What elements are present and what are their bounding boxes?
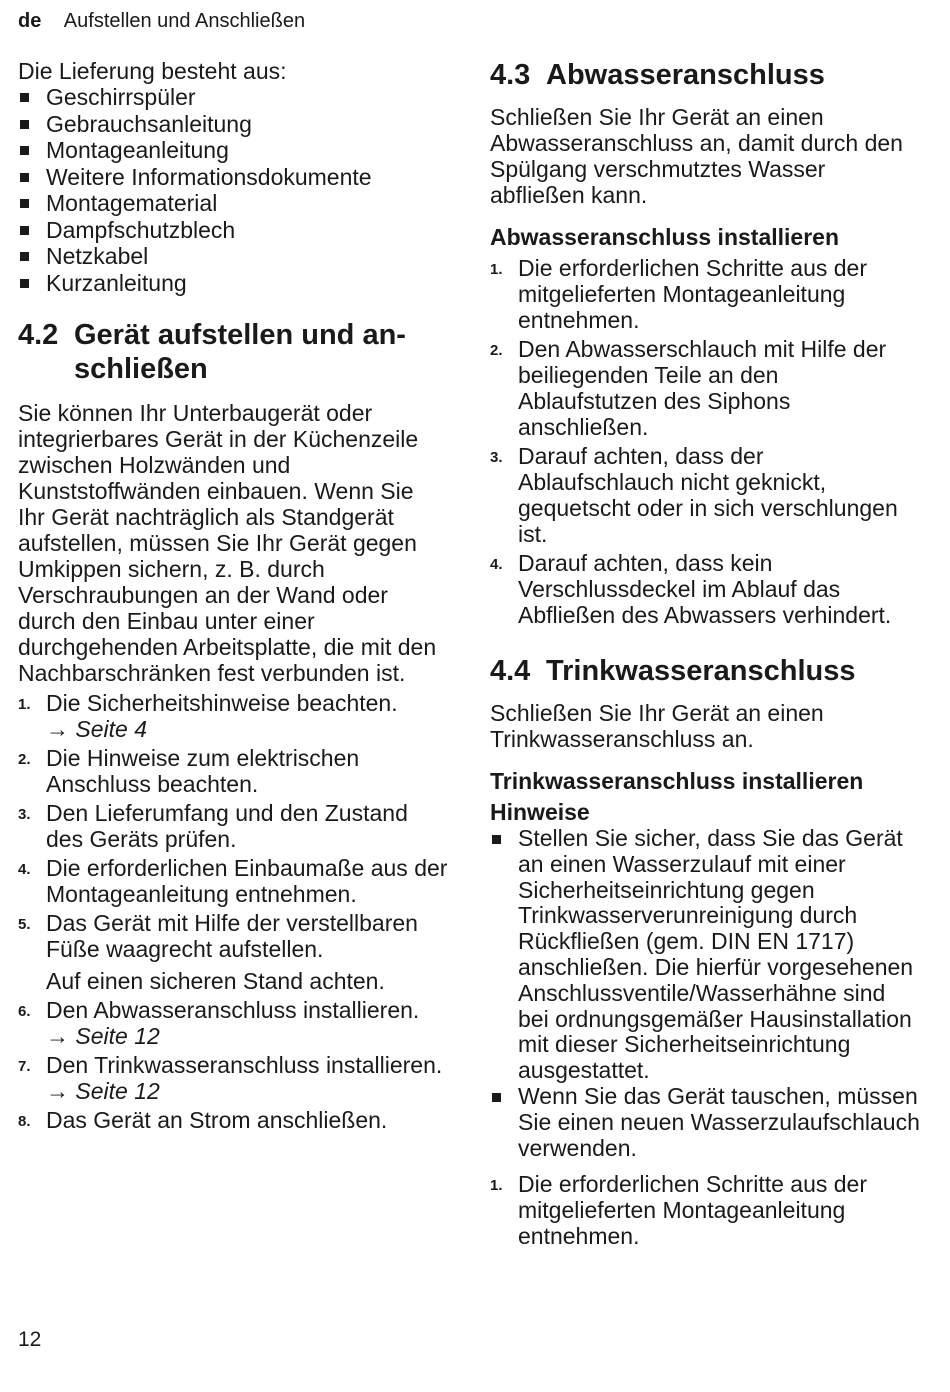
step-item	[18, 855, 448, 907]
step-text: Den Abwasserschlauch mit Hilfe der beiliegenden Teile an den Ablaufstutzen des Siphons anschließen.	[518, 336, 887, 440]
delivery-list	[18, 84, 448, 296]
step-item	[18, 690, 448, 742]
step-number: 1.	[490, 261, 503, 278]
step-text: Den Abwasseranschluss installieren.	[46, 997, 420, 1023]
step-number: 6.	[18, 1003, 31, 1020]
list-item: Dampfschutzblech	[18, 217, 448, 244]
page-header	[18, 8, 305, 34]
drain-subheading: Abwasseranschluss installieren	[490, 224, 839, 250]
section-title: Abwasseranschluss	[546, 59, 825, 91]
drain-paragraph: Schließen Sie Ihr Gerät an einen Abwasseranschluss an, damit durch den Spülgang verschmutztes Wasser abfließen kann.	[490, 104, 903, 208]
step-number: 3.	[18, 806, 31, 823]
section-heading-4-3	[490, 58, 920, 92]
right-column	[490, 58, 920, 1249]
step-text: Den Trinkwasseranschluss installieren.	[46, 1052, 443, 1078]
step-item	[490, 443, 920, 547]
list-item: Weitere Informationsdokumente	[18, 164, 448, 191]
step-number: 1.	[490, 1177, 503, 1195]
left-column	[18, 58, 448, 1133]
step-number: 2.	[490, 342, 503, 359]
step-number: 4.	[490, 556, 503, 573]
language-code: de	[18, 10, 42, 32]
section-number: 4.3	[490, 59, 531, 91]
section-heading-4-4	[490, 654, 920, 688]
step-item	[18, 1107, 448, 1133]
install-steps-cont	[18, 997, 448, 1133]
list-item: Netzkabel	[18, 243, 448, 270]
step-text: Das Gerät an Strom anschließen.	[46, 1107, 388, 1133]
arrow-icon: →	[46, 716, 69, 742]
step-item	[490, 1171, 920, 1249]
list-item: Wenn Sie das Gerät tauschen, müssen Sie einen neuen Wasserzulaufschlauch verwenden.	[490, 1084, 920, 1161]
step-number: 2.	[18, 751, 31, 768]
arrow-icon: →	[46, 1023, 69, 1049]
section-heading-4-2	[18, 318, 448, 386]
step-sub-note: Auf einen sicheren Stand achten.	[46, 968, 385, 994]
water-paragraph: Schließen Sie Ihr Gerät an einen Trinkwasseranschluss an.	[490, 700, 824, 752]
drain-steps	[490, 255, 920, 628]
page-link[interactable]: Seite 4	[75, 716, 147, 742]
step-number: 1.	[18, 696, 31, 713]
step-number: 8.	[18, 1113, 31, 1130]
list-item: Montageanleitung	[18, 137, 448, 164]
section-title-line2: schließen	[74, 353, 208, 385]
list-item: Geschirrspüler	[18, 84, 448, 111]
step-item	[490, 550, 920, 628]
step-item	[18, 1052, 448, 1104]
step-number: 4.	[18, 861, 31, 878]
step-number: 7.	[18, 1058, 31, 1075]
water-steps	[490, 1171, 920, 1249]
list-item: Stellen Sie sicher, dass Sie das Gerät an einen Wasserzulauf mit einer Sicherheitseinrichtung gegen Trinkwasserverunreinigung durch Rückfließen (gem. DIN EN 1717) anschließen. Die hierfür vorgesehenen Anschlussventile/Wasserhähne sind bei ordnungsgemäßer Hausinstallation mit dieser Sicherheitseinrichtung ausgestattet.	[490, 826, 920, 1084]
step-text: Die erforderlichen Schritte aus der mitgelieferten Montageanleitung entnehmen.	[518, 255, 867, 333]
chapter-title: Aufstellen und Anschließen	[63, 10, 306, 32]
step-text: Die erforderlichen Einbaumaße aus der Montageanleitung entnehmen.	[46, 855, 448, 907]
install-paragraph: Sie können Ihr Unterbaugerät oder integrierbares Gerät in der Küchenzeile zwischen Holzwänden und Kunststoffwänden einbauen. Wenn Sie Ihr Gerät nachträglich als Standgerät aufstellen, müssen Sie Ihr Gerät gegen Umkippen sichern, z. B. durch Verschraubungen an der Wand oder durch den Einbau unter einer durchgehenden Arbeitsplatte, die mit den Nachbarschränken fest verbunden ist.	[18, 400, 437, 686]
water-subheading: Trinkwasseranschluss installieren	[490, 768, 864, 794]
step-number: 3.	[490, 449, 503, 466]
step-text: Die Hinweise zum elektrischen Anschluss beachten.	[46, 745, 360, 797]
step-item	[18, 800, 448, 852]
delivery-intro: Die Lieferung besteht aus:	[18, 58, 287, 84]
step-number: 5.	[18, 916, 31, 933]
step-text: Die Sicherheitshinweise beachten.	[46, 690, 398, 716]
list-item: Montagematerial	[18, 190, 448, 217]
step-item	[490, 336, 920, 440]
step-text: Das Gerät mit Hilfe der verstellbaren Füße waagrecht aufstellen.	[46, 910, 418, 962]
step-item	[490, 255, 920, 333]
step-text: Den Lieferumfang und den Zustand des Geräts prüfen.	[46, 800, 408, 852]
section-number: 4.4	[490, 655, 531, 687]
notes-list	[490, 826, 920, 1161]
page-link[interactable]: Seite 12	[75, 1078, 160, 1104]
list-item: Kurzanleitung	[18, 270, 448, 297]
step-text: Darauf achten, dass kein Verschlussdeckel im Ablauf das Abfließen des Abwassers verhindert.	[518, 550, 892, 628]
page-number: 12	[18, 1328, 42, 1351]
step-item	[18, 910, 448, 962]
step-item	[18, 997, 448, 1049]
page-link[interactable]: Seite 12	[75, 1023, 160, 1049]
step-text: Darauf achten, dass der Ablaufschlauch nicht geknickt, gequetscht oder in sich verschlungen ist.	[518, 443, 898, 547]
install-steps	[18, 690, 448, 962]
arrow-icon: →	[46, 1078, 69, 1104]
step-text: Die erforderlichen Schritte aus der mitgelieferten Montageanleitung entnehmen.	[518, 1171, 867, 1250]
section-title-line1: Gerät aufstellen und an-	[74, 319, 406, 351]
notes-heading: Hinweise	[490, 799, 590, 825]
list-item: Gebrauchsanleitung	[18, 111, 448, 138]
step-item	[18, 745, 448, 797]
section-number: 4.2	[18, 319, 59, 351]
section-title: Trinkwasseranschluss	[546, 655, 856, 687]
